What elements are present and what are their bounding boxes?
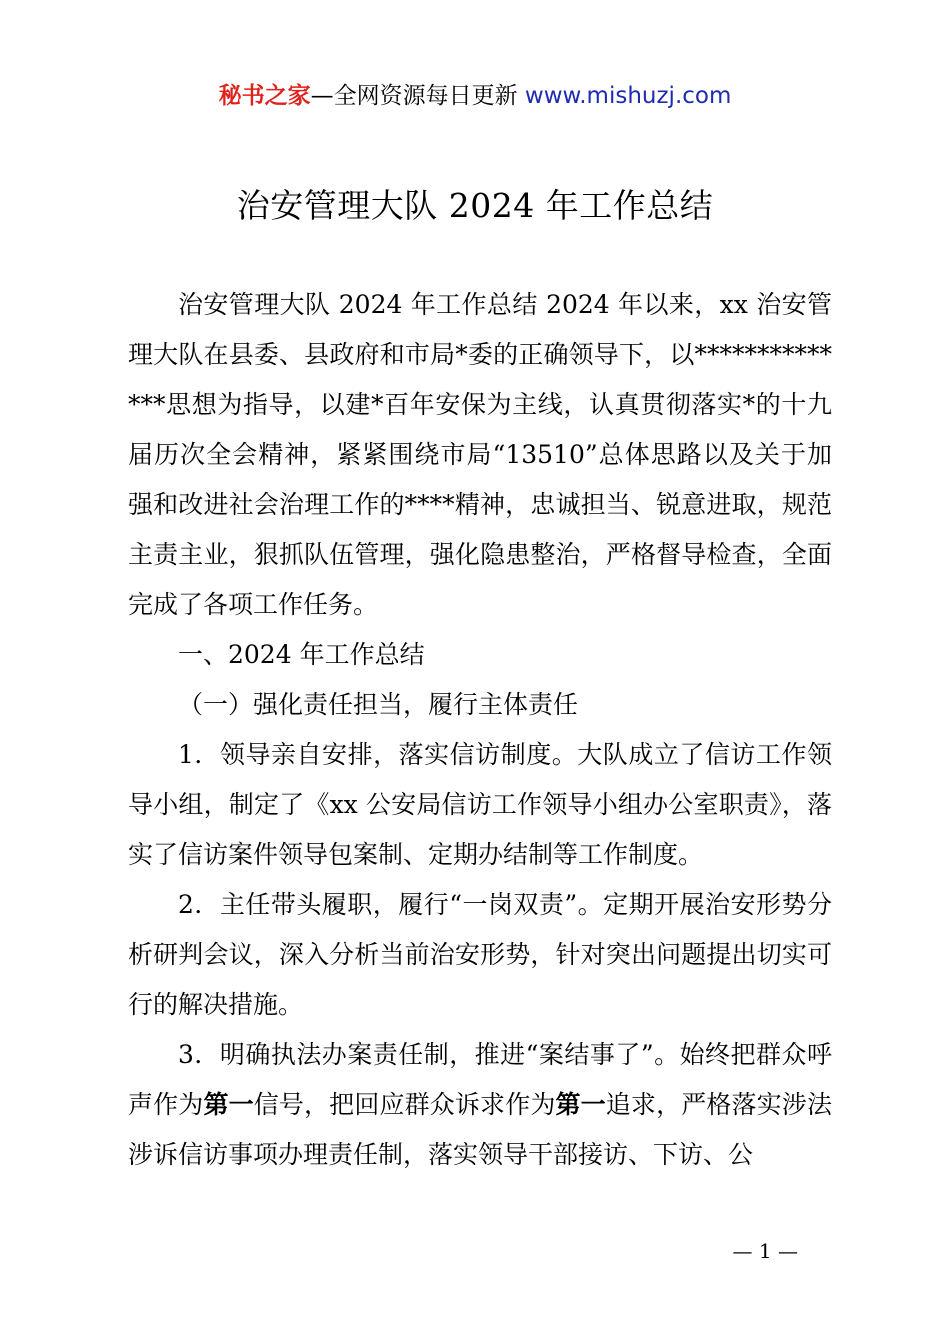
- item-3-text-a: 3．明确执法办案责任制，推进“案结事了”。始终把群众呼声作为: [128, 1040, 832, 1119]
- banner-tagline: —全网资源每日更新: [310, 83, 525, 109]
- item-1-paragraph: 1．领导亲自安排，落实信访制度。大队成立了信访工作领导小组，制定了《xx 公安局信访工作领导小组办公室职责》，落实了信访案件领导包案制、定期办结制等工作制度。: [128, 740, 832, 869]
- site-url-link[interactable]: www.mishuzj.com: [524, 83, 732, 109]
- item-2-paragraph: 2．主任带头履职，履行“一岗双责”。定期开展治安形势分析研判会议，深入分析当前治安形势，针对突出问题提出切实可行的解决措施。: [128, 890, 832, 1019]
- item-3-paragraph: [128, 1030, 832, 1180]
- item-3-bold-b: 第一: [555, 1090, 606, 1119]
- subsection-heading: （一）强化责任担当，履行主体责任: [178, 690, 579, 719]
- item-3-text-b: 信号，把回应群众诉求作为: [253, 1090, 556, 1119]
- brand-name: 秘书之家: [218, 83, 311, 109]
- document-body: [128, 280, 832, 1180]
- item-3-bold-a: 第一: [203, 1090, 254, 1119]
- section-heading: 一、2024 年工作总结: [178, 640, 425, 669]
- site-banner: [0, 80, 950, 112]
- intro-paragraph: 治安管理大队 2024 年工作总结 2024 年以来，xx 治安管理大队在县委、县政府和市局*委的正确领导下，以**************思想为指导，以建*百年安保为主线，认真贯彻落实*的十九届历次全会精神，紧紧围绕市局“13510”总体思路以及关于加强和改进社会治理工作的****精神，忠诚担当、锐意进取，规范主责主业，狠抓队伍管理，强化隐患整治，严格督导检查，全面完成了各项工作任务。: [128, 290, 832, 619]
- document-title: 治安管理大队 2024 年工作总结: [236, 186, 714, 225]
- item-3-text-c: 追求，严格落实涉法涉诉信访事项办理责任制，落实领导干部接访、下访、公: [128, 1090, 832, 1169]
- page-number: — 1 —: [732, 1239, 798, 1263]
